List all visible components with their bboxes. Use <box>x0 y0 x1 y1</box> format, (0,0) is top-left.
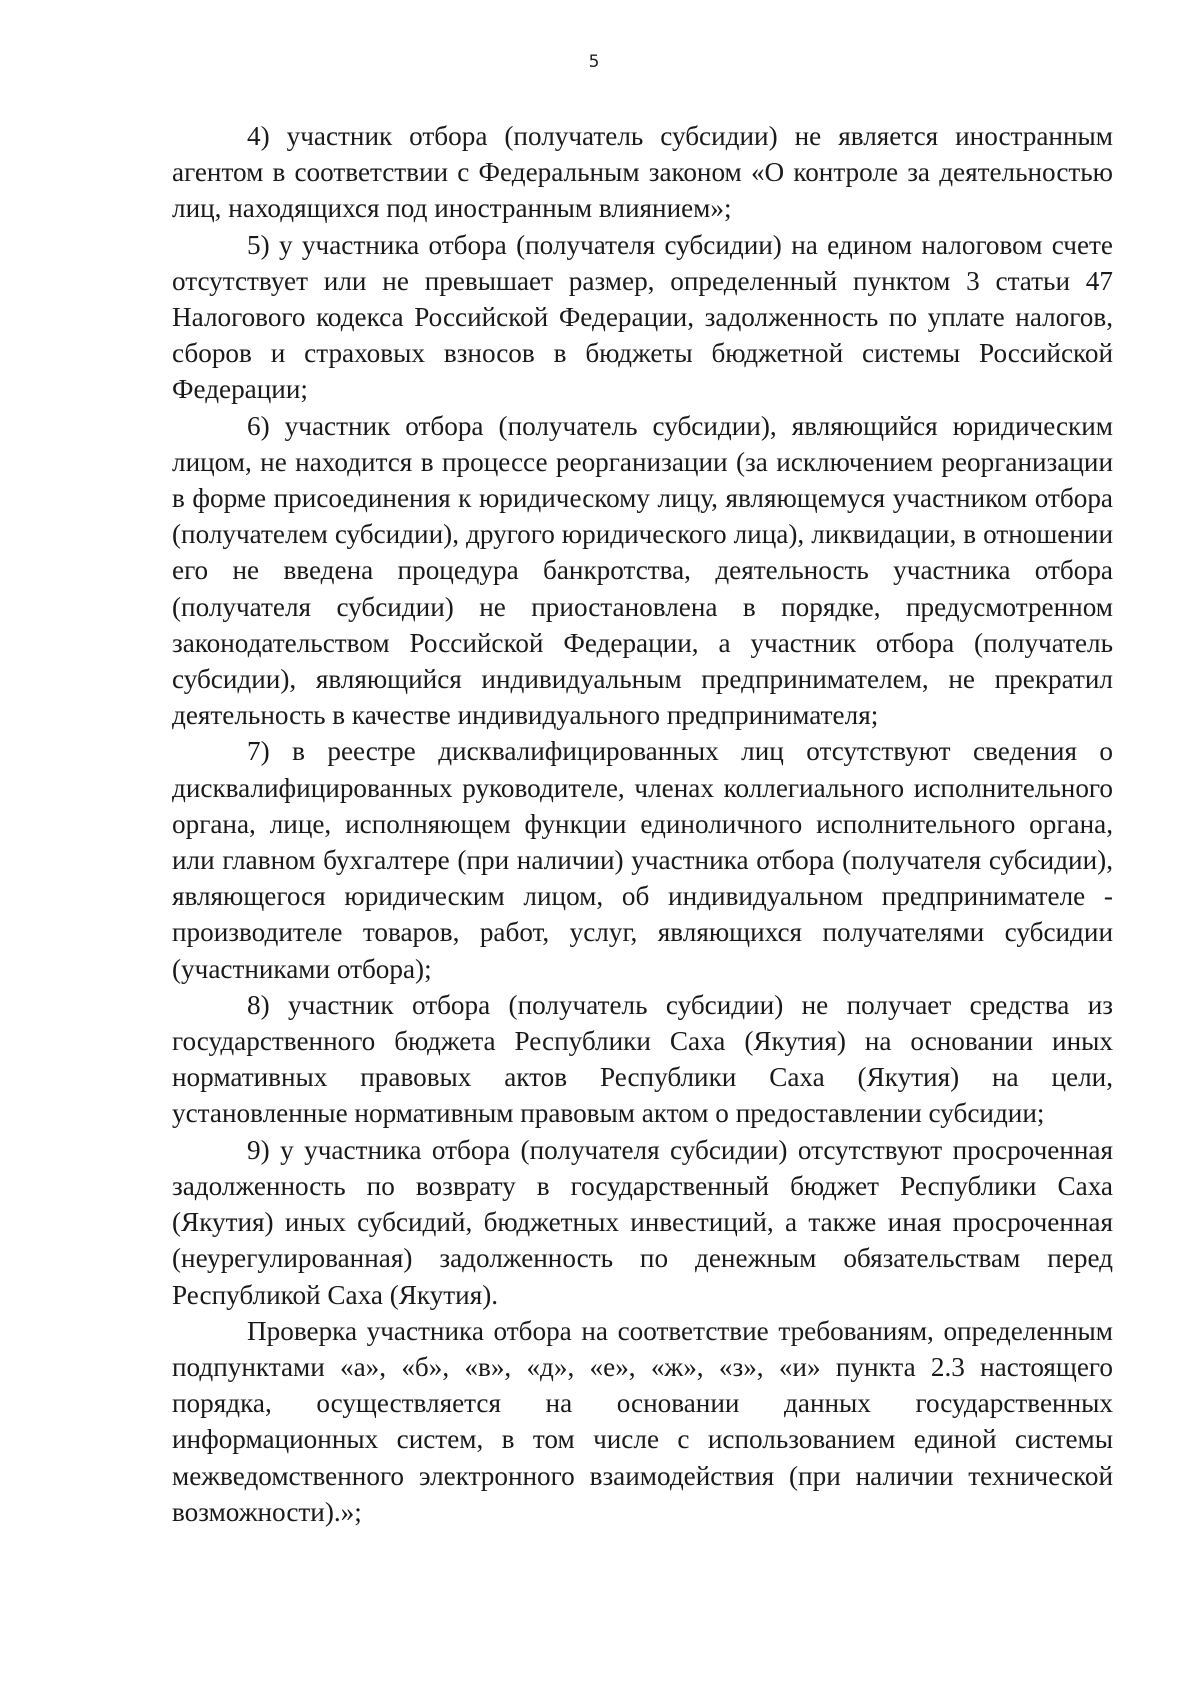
paragraph-item-4: 4) участник отбора (получатель субсидии) не является иностранным агентом в соответствии с Федеральным законом «О контроле за деятельностью лиц, находящихся под иностранным влиянием»; <box>172 121 1113 224</box>
paragraph-item-6: 6) участник отбора (получатель субсидии), являющийся юридическим лицом, не находится в процессе реорганизации (за исключением реорганизации в форме присоединения к юридическому лицу, являющемуся участником отбора (получателем субсидии), другого юридического лица), ликвидации, в отношении его не введена процедура банкротства, деятельность участника отбора (получателя субсидии) не приостановлена в порядке, предусмотренном законодательством Российской Федерации, а участник отбора (получатель субсидии), являющийся индивидуальным предпринимателем, не прекратил деятельность в качестве индивидуального предпринимателя; <box>172 410 1113 731</box>
paragraph-item-7: 7) в реестре дисквалифицированных лиц отсутствуют сведения о дисквалифицированных руководителе, членах коллегиального исполнительного органа, лице, исполняющем функции единоличного исполнительного органа, или главном бухгалтере (при наличии) участника отбора (получателя субсидии), являющегося юридическим лицом, об индивидуальном предпринимателе - производителе товаров, работ, услуг, являющихся получателями субсидии (участниками отбора); <box>172 736 1113 984</box>
paragraph-item-8: 8) участник отбора (получатель субсидии) не получает средства из государственного бюджета Республики Саха (Якутия) на основании иных нормативных правовых актов Республики Саха (Якутия) на цели, установленные нормативным правовым актом о предоставлении субсидии; <box>172 989 1113 1129</box>
paragraph-item-5: 5) у участника отбора (получателя субсидии) на едином налоговом счете отсутствует или не превышает размер, определенный пунктом 3 статьи 47 Налогового кодекса Российской Федерации, задолженность по уплате налогов, сборов и страховых взносов в бюджеты бюджетной системы Российской Федерации; <box>172 229 1113 405</box>
document-body <box>172 118 1113 1530</box>
paragraph-verification: Проверка участника отбора на соответствие требованиям, определенным подпунктами «а», «б», «в», «д», «е», «ж», «з», «и» пункта 2.3 настоящего порядка, осуществляется на основании данных государственных информационных систем, в том числе с использованием единой системы межведомственного электронного взаимодействия (при наличии технической возможности).»; <box>172 1315 1113 1527</box>
page-number: 5 <box>588 52 600 72</box>
paragraph-item-9: 9) у участника отбора (получателя субсидии) отсутствуют просроченная задолженность по возврату в государственный бюджет Республики Саха (Якутия) иных субсидий, бюджетных инвестиций, а также иная просроченная (неурегулированная) задолженность по денежным обязательствам перед Республикой Саха (Якутия). <box>172 1134 1113 1310</box>
